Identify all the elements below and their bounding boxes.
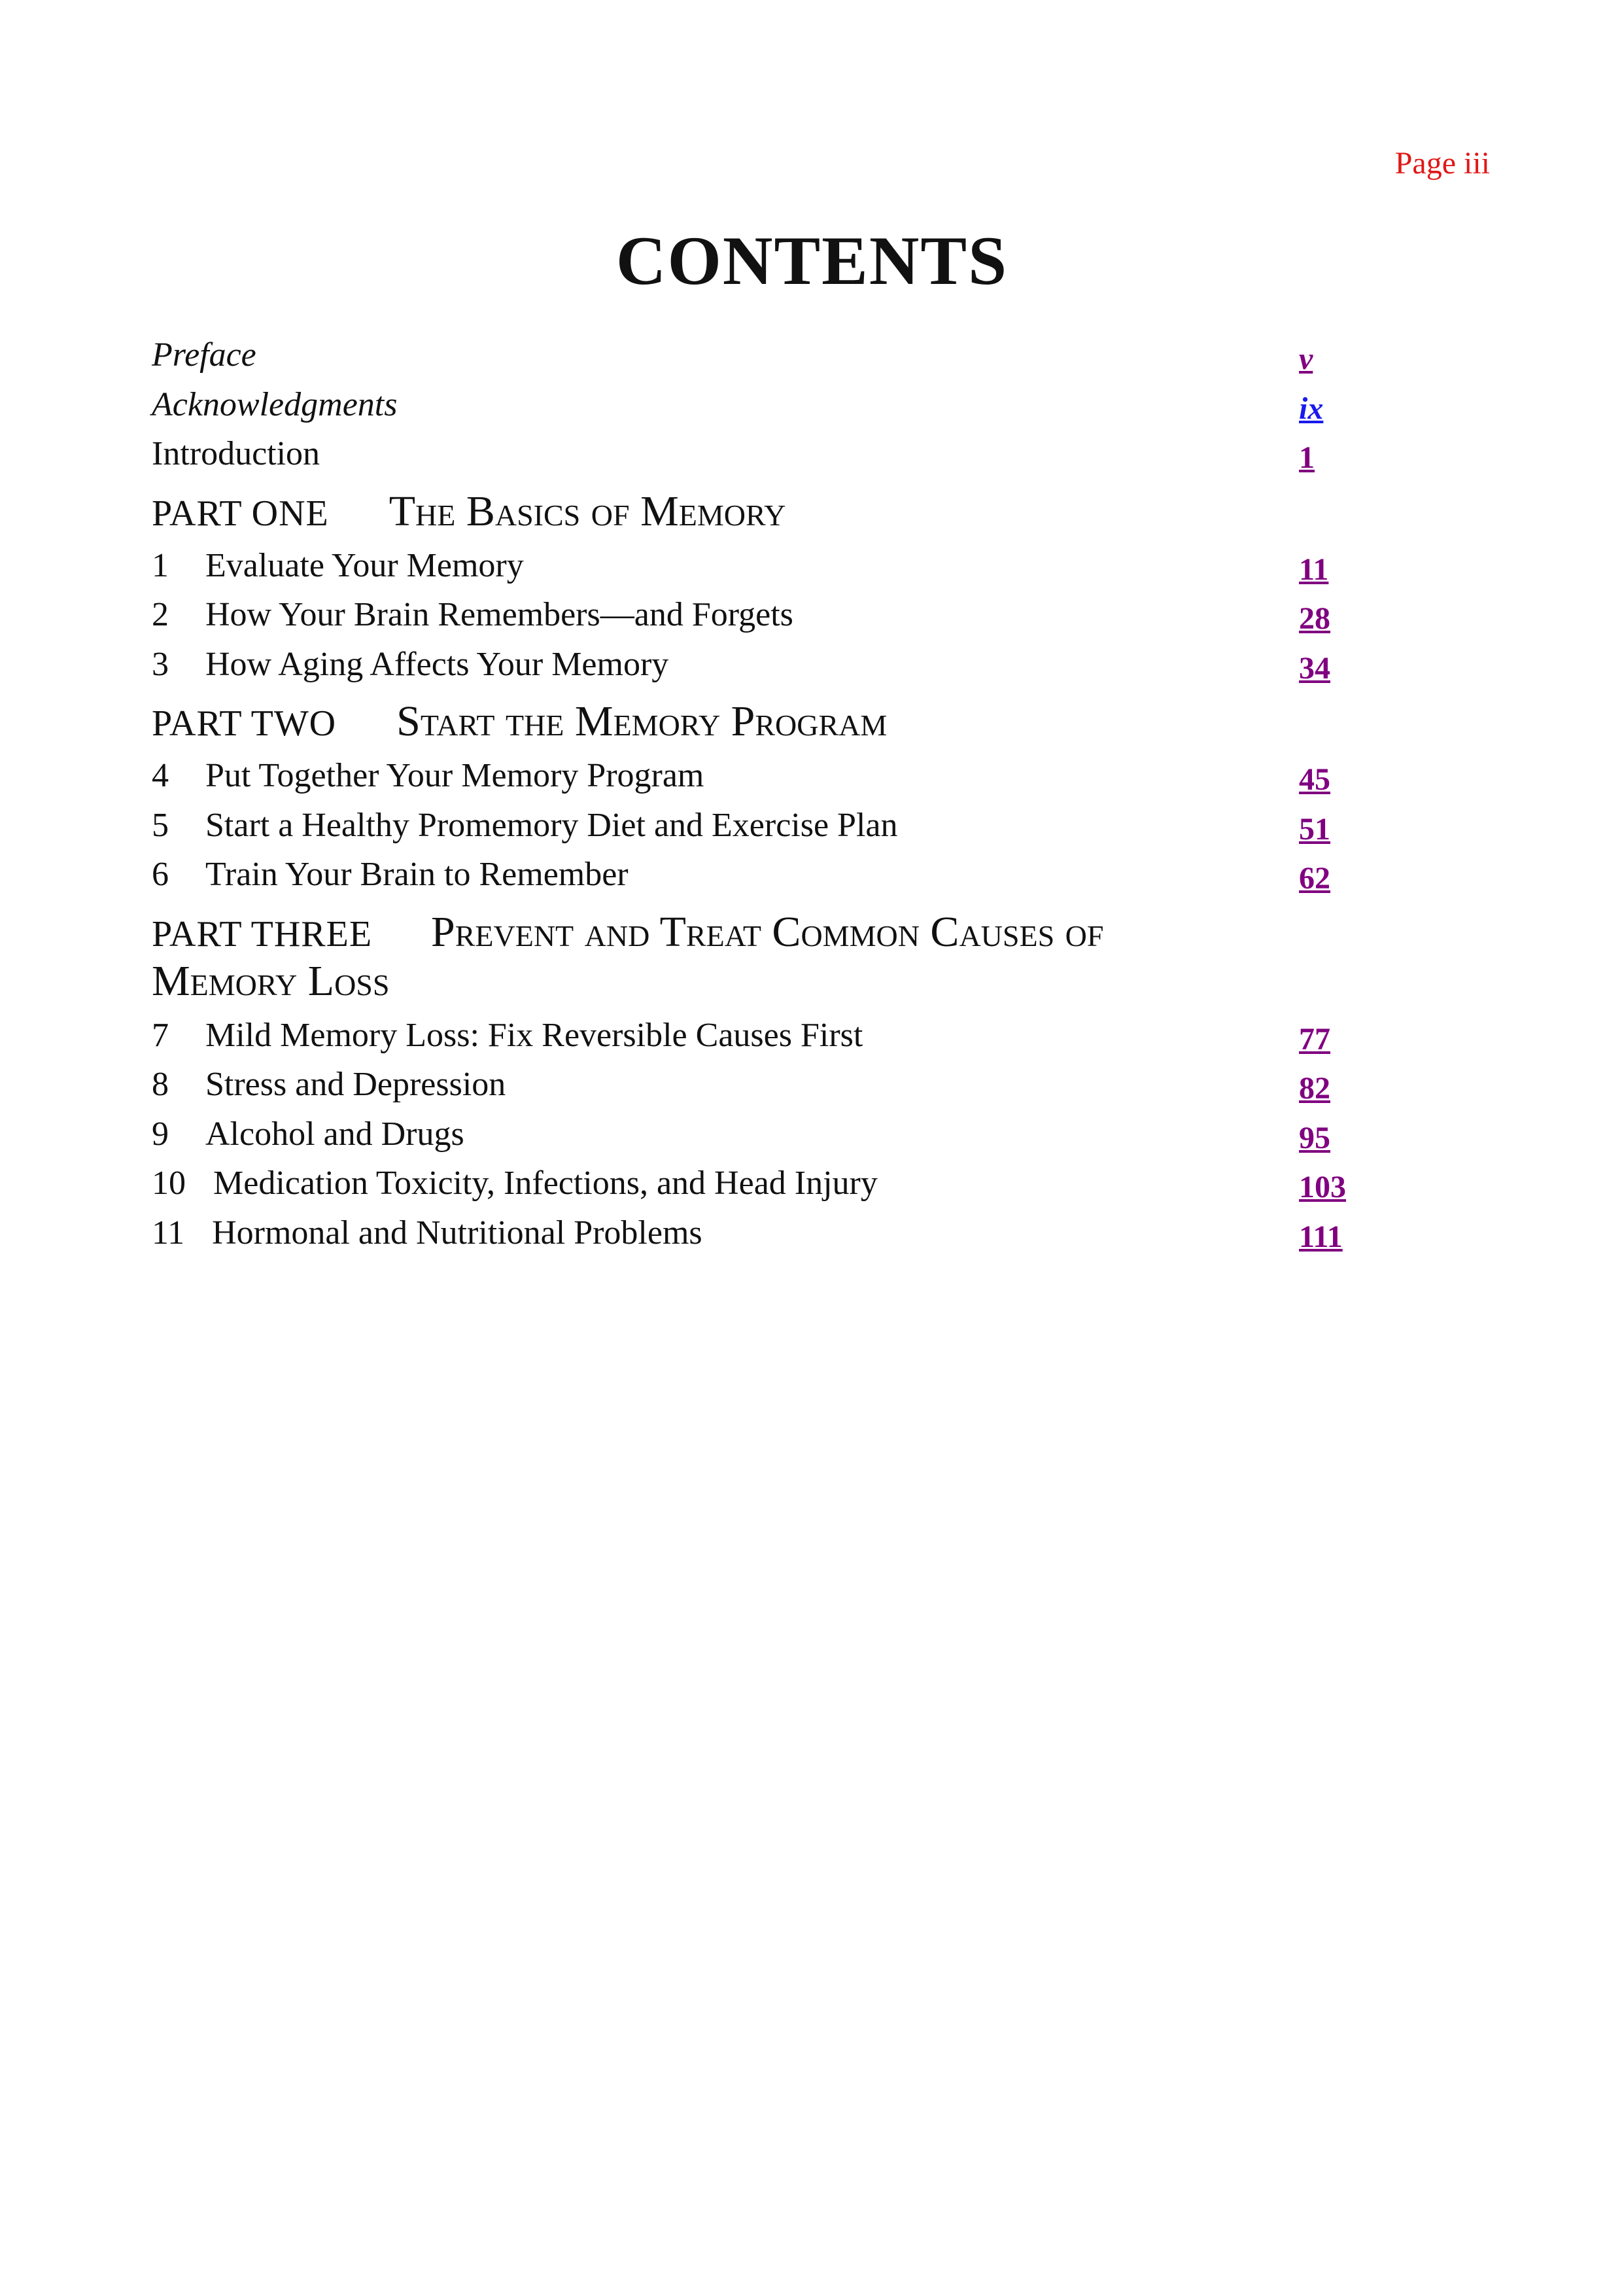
chapter-number: 9 (152, 1115, 169, 1153)
part-label: PART TWO (152, 703, 337, 744)
toc-entry-chapter-3 (152, 640, 1349, 690)
toc-entry-chapter-1 (152, 541, 1349, 591)
chapter-title: Train Your Brain to Remember (205, 856, 629, 893)
page-link-chapter-3[interactable]: 34 (1299, 650, 1330, 686)
chapter-title: Put Together Your Memory Program (205, 757, 704, 794)
page-link-chapter-8[interactable]: 82 (1299, 1071, 1330, 1106)
chapter-title: Start a Healthy Promemory Diet and Exercise Plan (205, 806, 898, 844)
part-title: Prevent and Treat Common Causes of Memory Loss (152, 907, 1104, 1005)
part-heading-one (152, 479, 1251, 541)
page-link-chapter-7[interactable]: 77 (1299, 1021, 1330, 1057)
page-link-preface[interactable]: v (1299, 342, 1313, 376)
toc-entry-chapter-9 (152, 1110, 1349, 1159)
toc-entry-title: Preface (152, 336, 256, 374)
page-link-chapter-2[interactable]: 28 (1299, 601, 1330, 636)
chapter-number: 6 (152, 856, 169, 893)
toc-entry-title: Introduction (152, 435, 320, 472)
page-link-chapter-9[interactable]: 95 (1299, 1120, 1330, 1155)
toc-entry-introduction (152, 429, 1349, 479)
toc-entry-chapter-6 (152, 850, 1349, 900)
toc-entry-chapter-8 (152, 1060, 1349, 1110)
toc-entry-title: Acknowledgments (152, 385, 398, 423)
toc-entry-chapter-10 (152, 1159, 1349, 1208)
toc-entry-chapter-7 (152, 1011, 1349, 1060)
page-link-chapter-1[interactable]: 11 (1299, 552, 1329, 587)
chapter-title: Hormonal and Nutritional Problems (212, 1214, 702, 1252)
part-label: PART THREE (152, 913, 373, 955)
table-of-contents (152, 330, 1349, 1257)
chapter-number: 8 (152, 1066, 169, 1103)
page-link-introduction[interactable]: 1 (1299, 440, 1315, 475)
part-heading-two (152, 689, 1251, 751)
page-link-acknowledgments[interactable]: ix (1299, 391, 1324, 426)
part-title: The Basics of Memory (389, 487, 786, 535)
toc-entry-preface (152, 330, 1349, 380)
chapter-title: How Aging Affects Your Memory (205, 645, 669, 683)
chapter-number: 5 (152, 806, 169, 844)
page-link-chapter-5[interactable]: 51 (1299, 811, 1330, 847)
page-link-chapter-11[interactable]: 111 (1299, 1219, 1343, 1254)
chapter-number: 2 (152, 596, 169, 633)
toc-entry-chapter-2 (152, 590, 1349, 640)
chapter-number: 7 (152, 1016, 169, 1054)
page-link-chapter-10[interactable]: 103 (1299, 1170, 1346, 1204)
part-heading-three (152, 900, 1251, 1011)
chapter-title: Mild Memory Loss: Fix Reversible Causes First (205, 1016, 863, 1054)
toc-entry-acknowledgments (152, 380, 1349, 430)
toc-entry-chapter-11 (152, 1208, 1349, 1258)
page-link-chapter-6[interactable]: 62 (1299, 861, 1330, 896)
chapter-number: 11 (152, 1214, 185, 1252)
chapter-title: Alcohol and Drugs (205, 1115, 464, 1153)
chapter-title: Stress and Depression (205, 1066, 506, 1103)
chapter-number: 3 (152, 645, 169, 683)
page-number-label: Page iii (1394, 146, 1490, 181)
part-label: PART ONE (152, 493, 329, 534)
contents-title: CONTENTS (615, 222, 1009, 299)
page-link-chapter-4[interactable]: 45 (1299, 762, 1330, 797)
chapter-number: 10 (152, 1165, 186, 1202)
part-title: Start the Memory Program (396, 697, 888, 745)
toc-entry-chapter-4 (152, 751, 1349, 801)
chapter-title: Medication Toxicity, Infections, and Head Injury (213, 1165, 878, 1202)
chapter-title: Evaluate Your Memory (205, 546, 524, 584)
chapter-number: 1 (152, 546, 169, 584)
chapter-number: 4 (152, 757, 169, 794)
toc-entry-chapter-5 (152, 801, 1349, 850)
chapter-title: How Your Brain Remembers—and Forgets (205, 596, 793, 633)
